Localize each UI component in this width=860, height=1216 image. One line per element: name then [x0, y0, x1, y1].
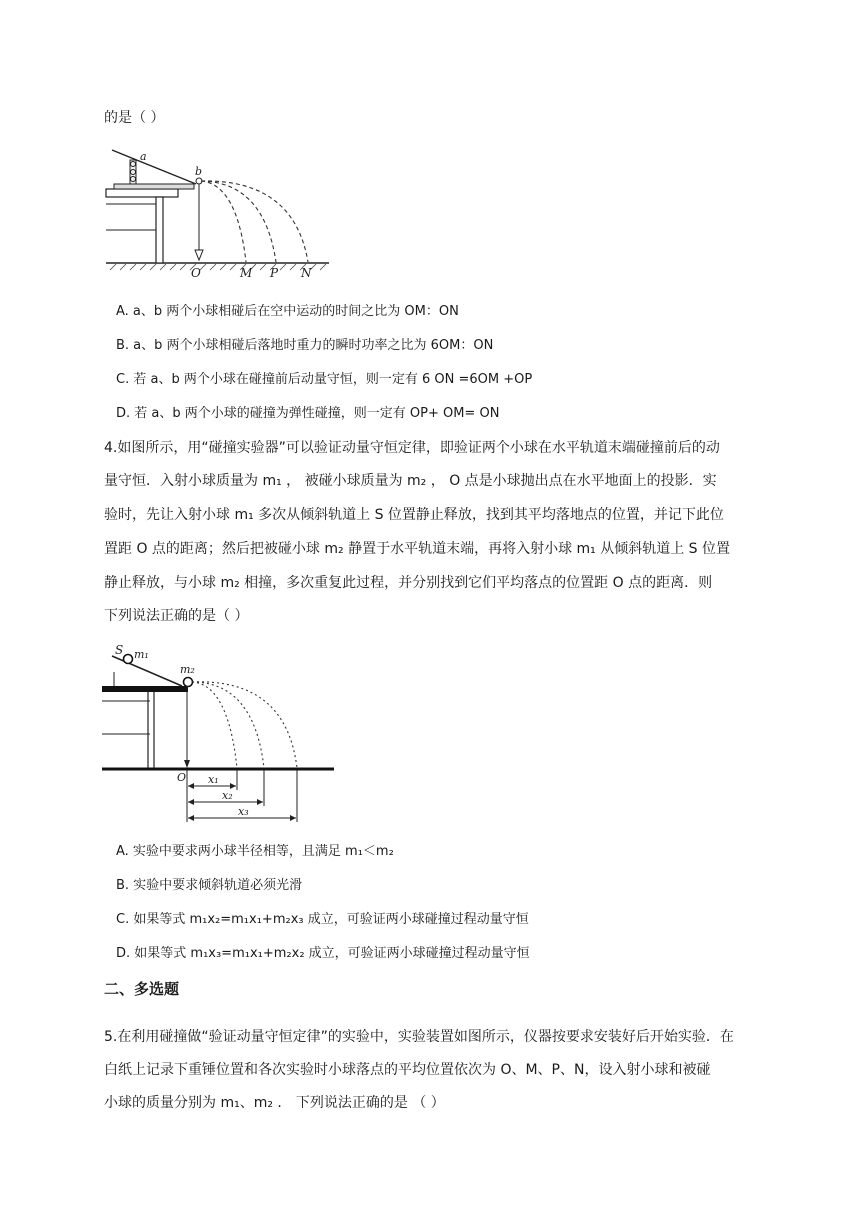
q5-line-3: 小球的质量分别为 m₁、m₂ ． 下列说法正确的是 （ ） — [104, 1095, 445, 1111]
q4-line-5: 静止释放，与小球 m₂ 相撞，多次重复此过程，并分别找到它们平均落点的位置距 O 点的距离．则 — [104, 575, 713, 591]
label-m1: m₁ — [134, 648, 149, 661]
label-S: S — [115, 643, 124, 657]
label-O: O — [191, 266, 201, 280]
q4-option-c: C. 如果等式 m₁x₂=m₁x₁+m₂x₃ 成立，可验证两小球碰撞过程动量守恒 — [116, 912, 529, 927]
q4-line-4: 置距 O 点的距离；然后把被碰小球 m₂ 静置于水平轨道末端，再将入射小球 m₁ 从倾斜轨道上 S 位置 — [104, 541, 731, 557]
q4-option-b: B. 实验中要求倾斜轨道必须光滑 — [116, 878, 303, 893]
section-title: 二、多选题 — [104, 980, 180, 998]
q4-collision-diagram — [102, 642, 342, 822]
q5-line-2: 白纸上记录下重锤位置和各次实验时小球落点的平均位置依次为 O、M、P、N，设入射小球和被碰 — [104, 1062, 711, 1078]
q3-collision-diagram — [104, 146, 344, 281]
label-O: O — [177, 771, 187, 784]
q4-option-d: D. 如果等式 m₁x₃=m₁x₁+m₂x₂ 成立，可验证两小球碰撞过程动量守恒 — [116, 946, 530, 961]
q3-option-c: C. 若 a、b 两个小球在碰撞前后动量守恒，则一定有 6 ON =6OM +OP — [116, 372, 533, 387]
q3-question-tail: 的是（ ） — [104, 110, 165, 126]
label-x2: x₂ — [222, 789, 233, 802]
q3-option-a: A. a、b 两个小球相碰后在空中运动的时间之比为 OM：ON — [116, 304, 459, 319]
q4-line-6: 下列说法正确的是（ ） — [104, 608, 249, 624]
label-b: b — [195, 165, 203, 178]
q5-line-1: 5.在利用碰撞做“验证动量守恒定律”的实验中，实验装置如图所示，仪器按要求安装好后开始实验．在 — [104, 1029, 734, 1045]
q4-line-2: 量守恒．入射小球质量为 m₁ ， 被碰小球质量为 m₂ ， O 点是小球抛出点在水平地面上的投影．实 — [104, 473, 717, 489]
q3-option-b: B. a、b 两个小球相碰后落地时重力的瞬时功率之比为 6OM：ON — [116, 338, 494, 353]
label-m2: m₂ — [180, 663, 195, 676]
label-M: M — [240, 266, 253, 280]
label-N: N — [301, 266, 312, 280]
q4-line-1: 4.如图所示，用“碰撞实验器”可以验证动量守恒定律，即验证两个小球在水平轨道末端碰撞前后的动 — [104, 440, 720, 456]
label-x1: x₁ — [208, 773, 219, 786]
label-P: P — [270, 266, 279, 280]
q4-line-3: 验时，先让入射小球 m₁ 多次从倾斜轨道上 S 位置静止释放，找到其平均落地点的位置，并记下此位 — [104, 507, 724, 523]
q4-option-a: A. 实验中要求两小球半径相等，且满足 m₁＜m₂ — [116, 844, 394, 859]
label-a: a — [140, 150, 147, 163]
q3-option-d: D. 若 a、b 两个小球的碰撞为弹性碰撞，则一定有 OP+ OM= ON — [116, 406, 500, 421]
label-x3: x₃ — [238, 805, 249, 818]
